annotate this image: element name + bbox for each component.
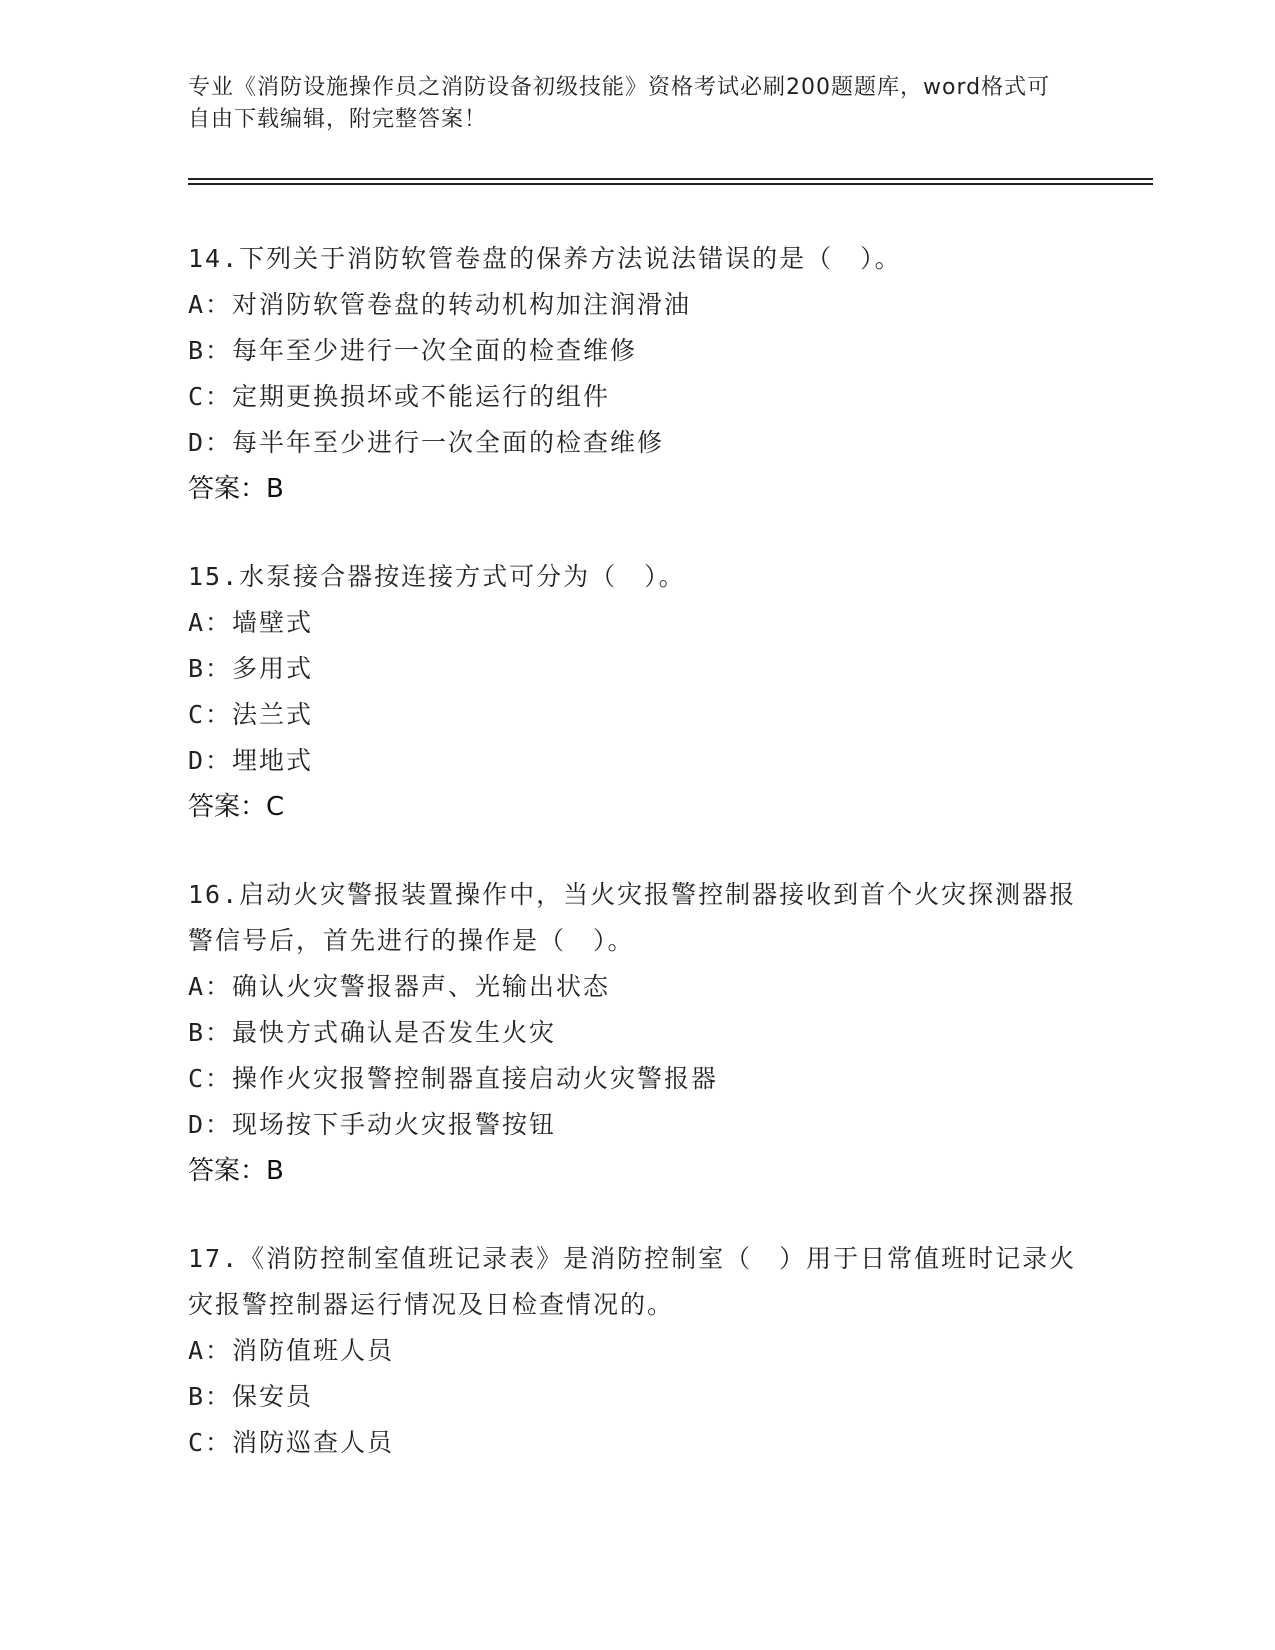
question-option: B：保安员 [188, 1382, 314, 1411]
question-list [188, 236, 1088, 1508]
question-option: C：法兰式 [188, 700, 314, 729]
question-stem: 17.《消防控制室值班记录表》是消防控制室（ ）用于日常值班时记录火灾报警控制器运行情况及日检查情况的。 [188, 1244, 1077, 1319]
question-option: C：操作火灾报警控制器直接启动火灾警报器 [188, 1064, 719, 1093]
question-block [188, 554, 1088, 830]
question-block [188, 236, 1088, 512]
question-block [188, 872, 1088, 1194]
question-option: A：消防值班人员 [188, 1336, 395, 1365]
question-option: D：每半年至少进行一次全面的检查维修 [188, 428, 665, 457]
question-stem: 15.水泵接合器按连接方式可分为（ ）。 [188, 562, 686, 591]
question-option: B：每年至少进行一次全面的检查维修 [188, 336, 638, 365]
question-stem: 16.启动火灾警报装置操作中，当火灾报警控制器接收到首个火灾探测器报警信号后，首先进行的操作是（ ）。 [188, 880, 1077, 955]
header-divider-top [188, 178, 1153, 180]
question-option: B：多用式 [188, 654, 314, 683]
question-option: A：确认火灾警报器声、光输出状态 [188, 972, 611, 1001]
question-option: A：墙壁式 [188, 608, 314, 637]
question-answer: 答案：B [188, 474, 284, 504]
question-option: D：埋地式 [188, 746, 314, 775]
question-option: C：消防巡查人员 [188, 1428, 395, 1457]
question-answer: 答案：B [188, 1156, 284, 1186]
question-option: A：对消防软管卷盘的转动机构加注润滑油 [188, 290, 692, 319]
header-divider-bottom [188, 183, 1153, 185]
question-option: B：最快方式确认是否发生火灾 [188, 1018, 557, 1047]
question-answer: 答案：C [188, 792, 285, 822]
question-stem: 14.下列关于消防软管卷盘的保养方法说法错误的是（ ）。 [188, 244, 902, 273]
document-header: 专业《消防设施操作员之消防设备初级技能》资格考试必刷200题题库，word格式可自由下载编辑，附完整答案！ [188, 75, 1051, 132]
question-option: C：定期更换损坏或不能运行的组件 [188, 382, 611, 411]
question-option: D：现场按下手动火灾报警按钮 [188, 1110, 557, 1139]
question-block [188, 1236, 1088, 1466]
